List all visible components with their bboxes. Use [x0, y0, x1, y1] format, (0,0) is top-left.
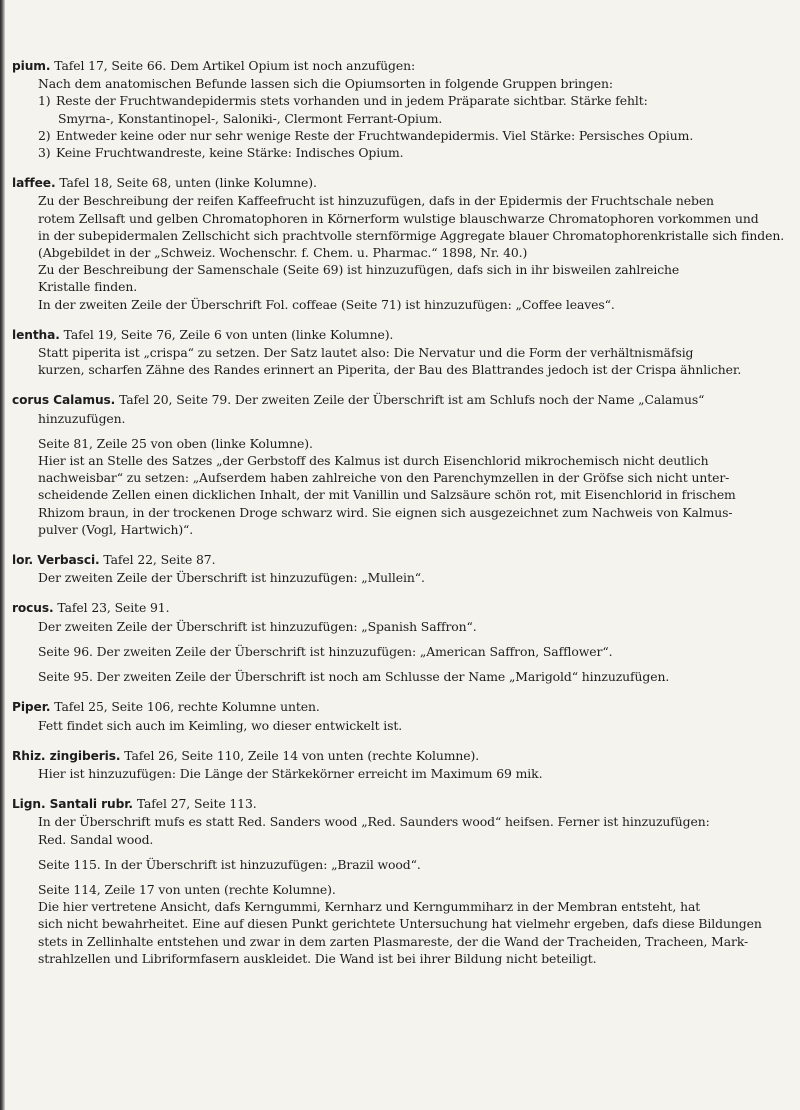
entry-rhiz-zingiberis: Rhiz. zingiberis. Tafel 26, Seite 110, Zeile 14 von unten (rechte Kolumne). Hier ist hinzuzufügen: Die Länge der Stärkekörner erreicht im Maximum 69 mik.	[12, 747, 543, 781]
entry-acorus-calamus: corus Calamus. Tafel 20, Seite 79. Der zweiten Zeile der Überschrift ist am Schlufs noch der Name „Calamus“ hinzuzufügen. Seite 81, Zeile 25 von oben (linke Kolumne). Hier ist an Stelle des Satzes „der Gerbstoff des Kalmus ist durch Eisenchlorid mikrochemisch nicht deutlich nachweisbar“ zu setzen: „Aufserdem haben zahlreiche von den Parenchymzellen in der Gröfse sich nicht unter- scheidende Zellen einen dicklichen Inhalt, der mit Vanillin und Salzsäure schön rot, mit Eisenchlorid in frischem Rhizom braun, in der trockenen Droge schwarz wird. Sie eignen sich ausgezeichnet zum Nachweis von Kalmus- pulver (Vogl, Hartwich)“.	[12, 392, 736, 537]
list-item: 2) Entweder keine oder nur sehr wenige Reste der Fruchtwandepidermis. Viel Stärke: Persisches Opium.	[38, 127, 694, 143]
entry-headword: pium.	[12, 59, 51, 73]
entry-piper: Piper. Tafel 25, Seite 106, rechte Kolumne unten. Fett findet sich auch im Keimling, wo dieser entwickelt ist.	[12, 699, 403, 733]
entry-headword: laffee.	[12, 176, 56, 191]
document-body	[12, 57, 792, 980]
entry-headword: lor. Verbasci.	[12, 553, 100, 568]
page-binding-edge	[0, 0, 5, 1110]
entry-headword: Rhiz. zingiberis.	[12, 748, 121, 763]
entry-headword: lentha.	[12, 327, 60, 342]
entry-opium: pium. Tafel 17, Seite 66. Dem Artikel Opium ist noch anzufügen: Nach dem anatomischen Befunde lassen sich die Opiumsorten in folgende Gruppen bringen: 1) Reste der Fruchtwandepidermis stets vorhanden und in jedem Präparate sichtbar. Stärke fehlt: Smyrna-, Konstantinopel-, Saloniki-, Clermont Ferrant-Opium. 2) Entweder keine oder nur sehr wenige Reste der Fruchtwandepidermis. Viel Stärke: Persisches Opium. 3) Keine Fruchtwandreste, keine Stärke: Indisches Opium.	[12, 57, 792, 161]
entry-headword: Piper.	[12, 700, 51, 715]
entry-lign-santali-rubr: Lign. Santali rubr. Tafel 27, Seite 113. In der Überschrift mufs es statt Red. Sanders wood „Red. Saunders wood“ heifsen. Ferner ist hinzuzufügen: Red. Sandal wood. Seite 115. In der Überschrift ist hinzuzufügen: „Brazil wood“. Seite 114, Zeile 17 von unten (rechte Kolumne). Die hier vertretene Ansicht, dafs Kerngummi, Kernharz und Kerngummiharz in der Membran entsteht, hat sich nicht bewahrheitet. Eine auf diesen Punkt gerichtete Untersuchung hat vielmehr ergeben, dafs diese Bildungen stets in Zellinhalte entstehen und zwar in dem zarten Plasmareste, der die Wand der Tracheiden, Tracheen, Mark- strahlzellen und Libriformfasern auskleidet. Die Wand ist bei ihrer Bildung nicht beteiligt.	[12, 796, 762, 966]
entry-headword: corus Calamus.	[12, 393, 116, 408]
entry-headword: rocus.	[12, 601, 54, 616]
entry-kaffee: laffee. Tafel 18, Seite 68, unten (linke Kolumne). Zu der Beschreibung der reifen Kaffeefrucht ist hinzuzufügen, dafs in der Epidermis der Fruchtschale neben rotem Zellsaft und gelben Chromatophoren in Körnerform wulstige blauschwarze Chromatophoren vorkommen und in der subepidermalen Zellschicht sich prachtvolle sternförmige Aggregate blauer Chromatophorenkristalle sich finden. (Abgebildet in der „Schweiz. Wochenschr. f. Chem. u. Pharmac.“ 1898, Nr. 40.) Zu der Beschreibung der Samenschale (Seite 69) ist hinzuzufügen, dafs sich in ihr bisweilen zahlreiche Kristalle finden. In der zweiten Zeile der Überschrift Fol. coffeae (Seite 71) ist hinzuzufügen: „Coffee leaves“.	[12, 175, 785, 312]
list-item: 1) Reste der Fruchtwandepidermis stets vorhanden und in jedem Präparate sichtbar. Stärke fehlt:	[38, 93, 648, 109]
entry-flor-verbasci: lor. Verbasci. Tafel 22, Seite 87. Der zweiten Zeile der Überschrift ist hinzuzufügen: „Mullein“.	[12, 552, 425, 586]
entry-crocus: rocus. Tafel 23, Seite 91. Der zweiten Zeile der Überschrift ist hinzuzufügen: „Spanish Saffron“. Seite 96. Der zweiten Zeile der Überschrift ist hinzuzufügen: „American Saffron, Safflower“. Seite 95. Der zweiten Zeile der Überschrift ist noch am Schlusse der Name „Marigold“ hinzuzufügen.	[12, 600, 670, 685]
entry-mentha: lentha. Tafel 19, Seite 76, Zeile 6 von unten (linke Kolumne). Statt piperita ist „crispa“ zu setzen. Der Satz lautet also: Die Nervatur und die Form der verhältnismäfsig kurzen, scharfen Zähne des Randes erinnert an Piperita, der Bau des Blattrandes jedoch ist der Crispa ähnlicher.	[12, 326, 742, 378]
list-item: 3) Keine Fruchtwandreste, keine Stärke: Indisches Opium.	[38, 145, 404, 161]
entry-headword: Lign. Santali rubr.	[12, 797, 133, 812]
